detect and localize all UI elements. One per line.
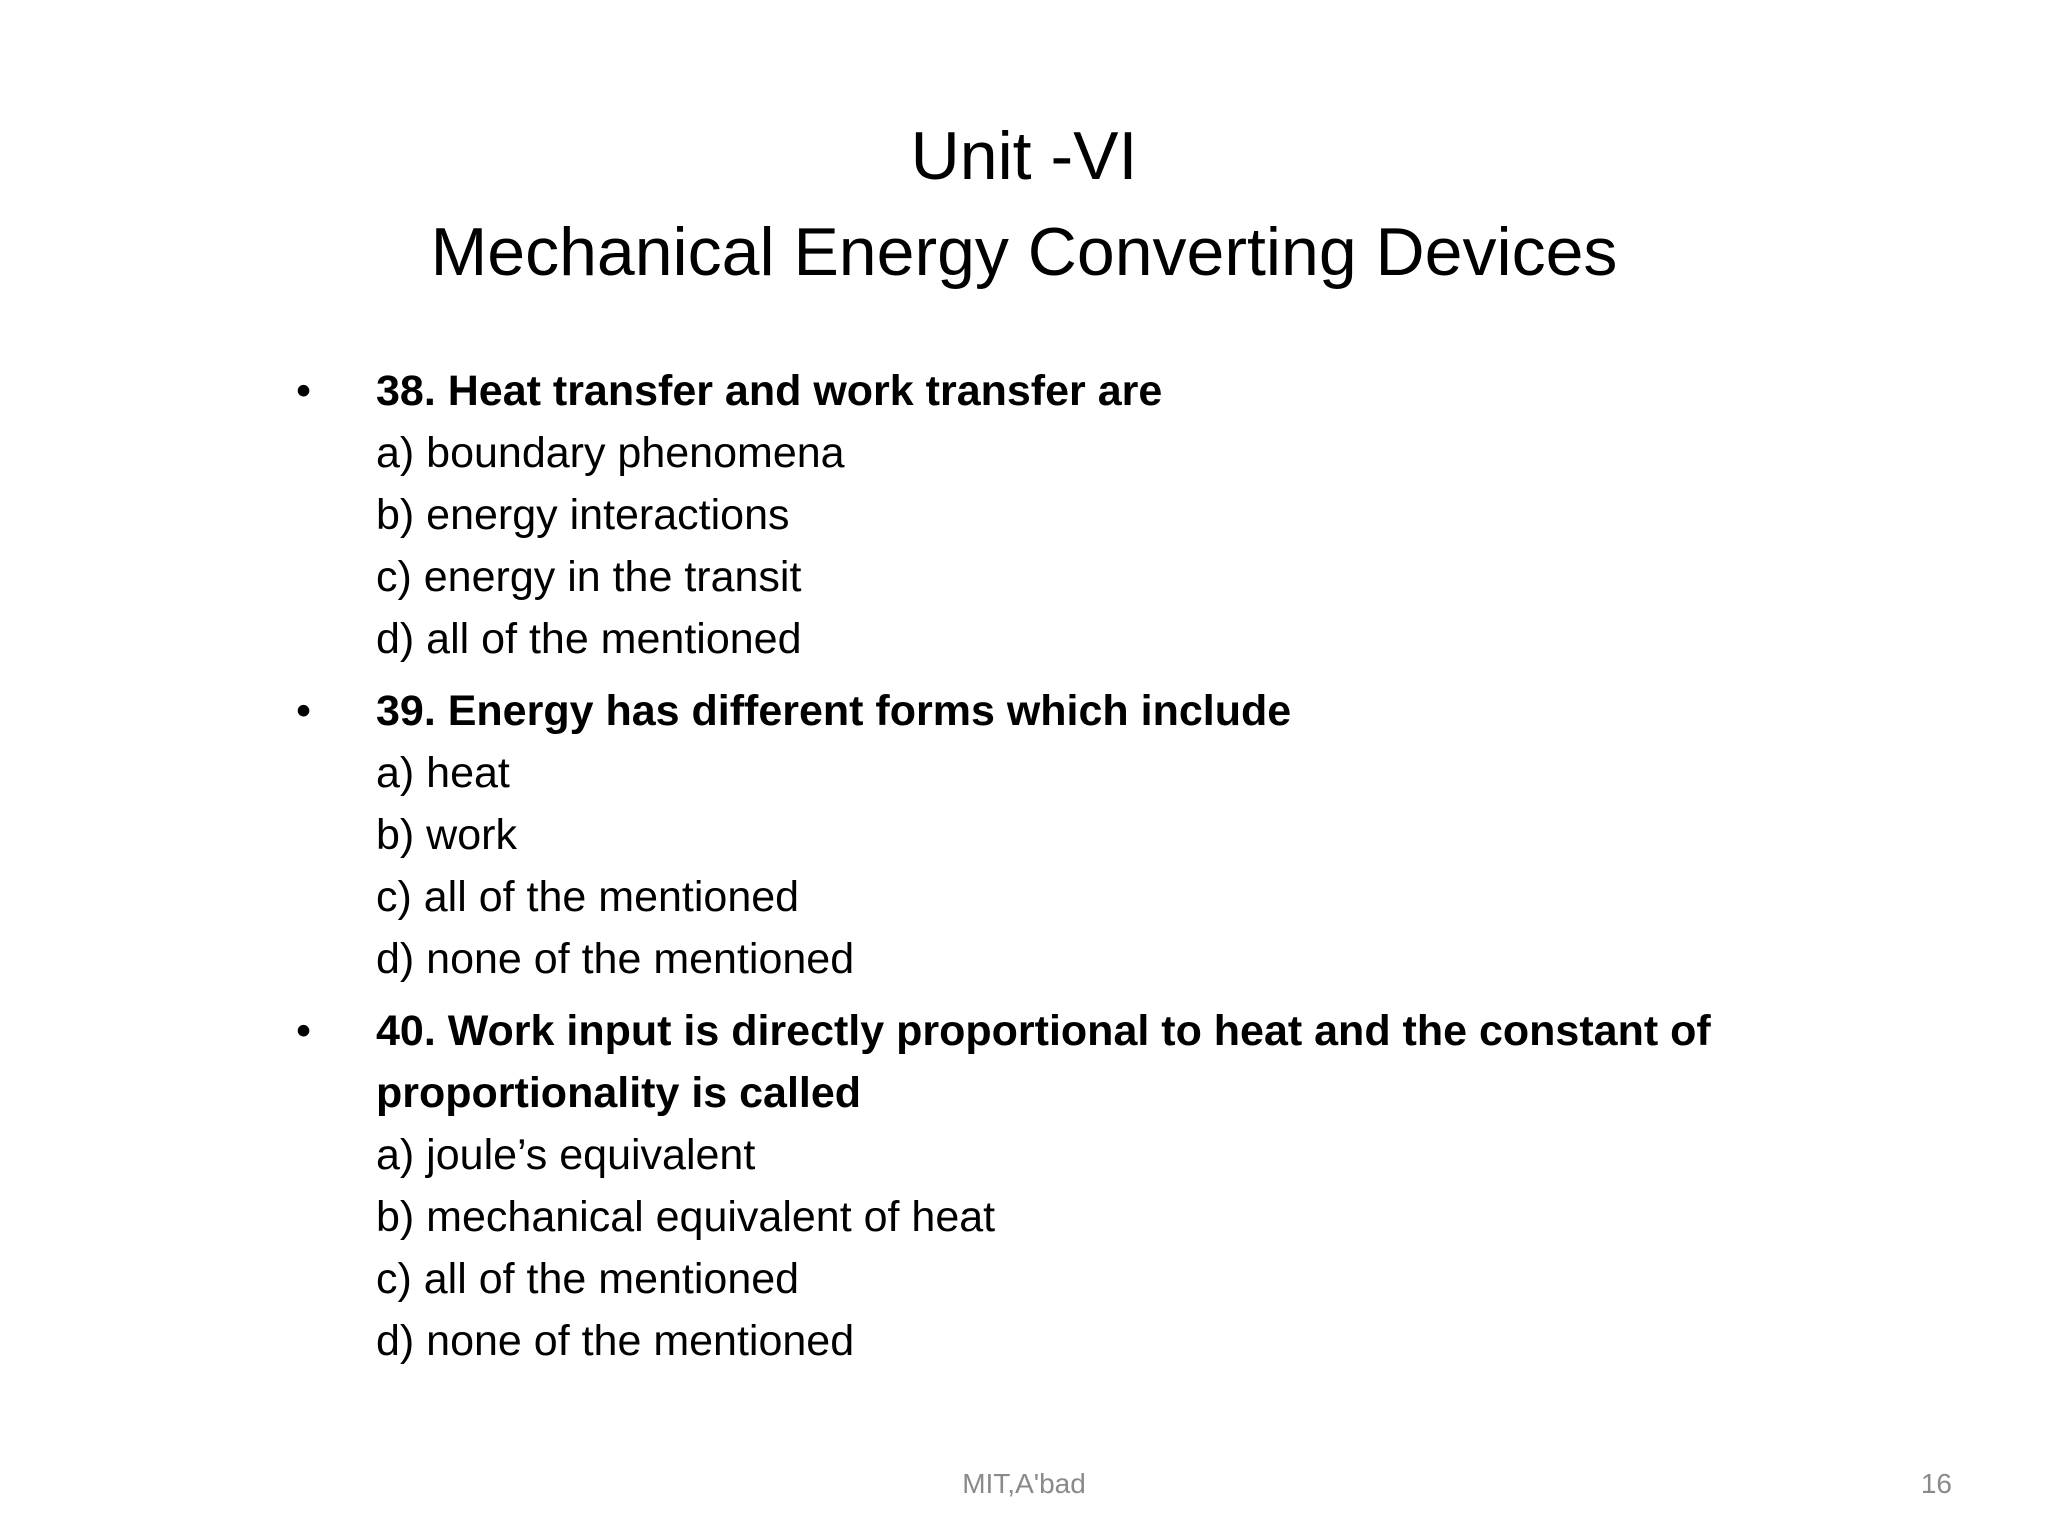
option-b: b) work	[376, 811, 517, 859]
question-39	[296, 680, 1856, 990]
option-a: a) boundary phenomena	[376, 429, 845, 477]
option-a: a) joule’s equivalent	[376, 1131, 756, 1179]
title-line-1: Unit -VI	[910, 118, 1138, 194]
question-text: 39. Energy has different forms which include	[376, 687, 1292, 735]
footer-institution: MIT,A'bad	[962, 1468, 1086, 1499]
question-40	[296, 1000, 1856, 1372]
question-text: 40. Work input is directly proportional to heat and the constant of proportionality is called	[376, 1007, 1711, 1117]
slide-title	[0, 108, 2048, 300]
option-a: a) heat	[376, 749, 510, 797]
option-d: d) none of the mentioned	[376, 1317, 855, 1365]
option-d: d) all of the mentioned	[376, 615, 802, 663]
page-number: 16	[1920, 1468, 1952, 1499]
option-b: b) mechanical equivalent of heat	[376, 1193, 996, 1241]
question-38	[296, 360, 1856, 670]
title-line-2: Mechanical Energy Converting Devices	[430, 214, 1618, 290]
question-list	[296, 360, 1856, 1382]
option-c: c) energy in the transit	[376, 553, 802, 601]
option-d: d) none of the mentioned	[376, 935, 855, 983]
bullet-icon: •	[296, 687, 312, 735]
option-b: b) energy interactions	[376, 491, 790, 539]
option-c: c) all of the mentioned	[376, 1255, 800, 1303]
question-text: 38. Heat transfer and work transfer are	[376, 367, 1163, 415]
bullet-icon: •	[296, 367, 312, 415]
bullet-icon: •	[296, 1007, 312, 1055]
option-c: c) all of the mentioned	[376, 873, 800, 921]
